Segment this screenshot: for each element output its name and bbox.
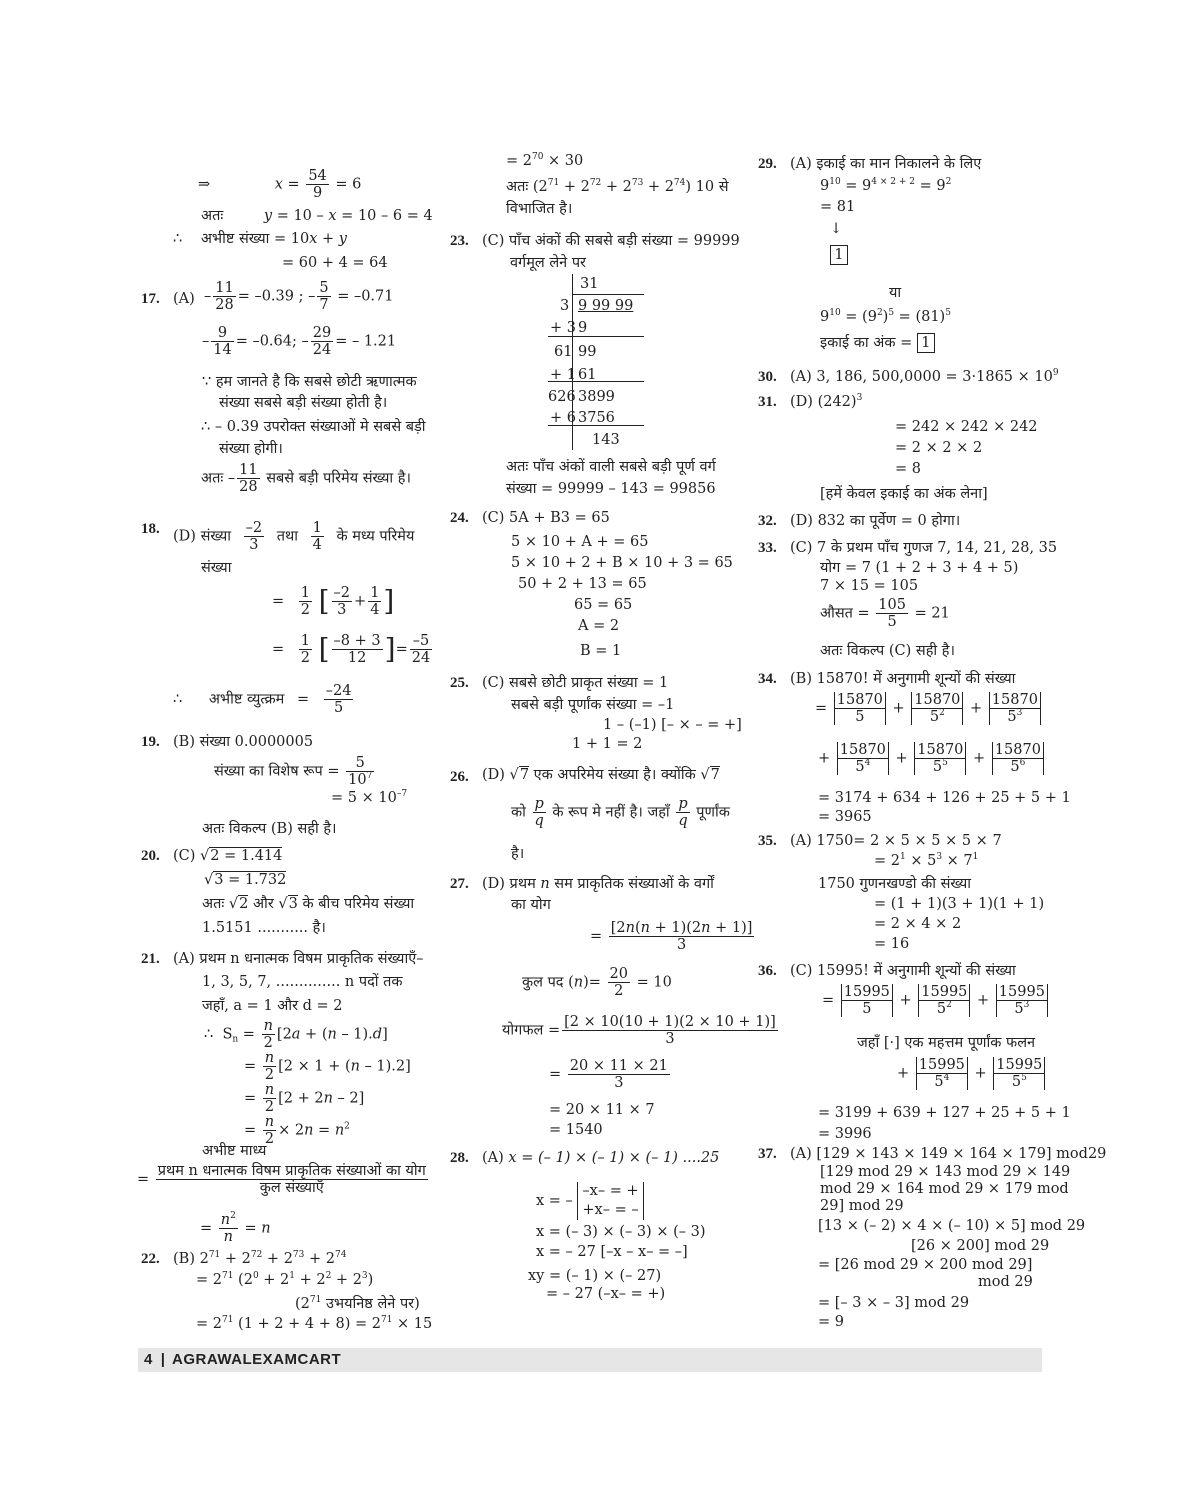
q30-number: 30. bbox=[758, 369, 777, 385]
q23-line-4: संख्या = 99999 – 143 = 99856 bbox=[506, 481, 716, 497]
q21-line-2: 1, 3, 5, 7, .............. n पदों तक bbox=[202, 974, 403, 990]
q28-line-6: = – 27 (–x– = +) bbox=[546, 1286, 666, 1302]
q22-cont-3: विभाजित है। bbox=[506, 201, 573, 217]
q21-line-4: ∴ $S_n$ = $\frac{n}{2}$ [2a + (n – 1).d] bbox=[204, 1018, 388, 1051]
q33-line-2: योग = 7 (1 + 2 + 3 + 4 + 5) bbox=[820, 560, 1019, 576]
q25-number: 25. bbox=[450, 675, 469, 691]
q36-line-4: + $\frac{15995}{5^4}$ + $\frac{15995}{5^5}$ bbox=[897, 1057, 1047, 1090]
q21-line-6: = $\frac{n}{2}$ [2 + 2n – 2] bbox=[244, 1082, 365, 1115]
q37-line-5: [13 × (– 2) × 4 × (– 10) × 5] mod 29 bbox=[818, 1218, 1086, 1234]
q32-number: 32. bbox=[758, 513, 777, 529]
q36-line-3: जहाँ [·] एक महत्तम पूर्णांक फलन bbox=[857, 1035, 1036, 1051]
q24-number: 24. bbox=[450, 510, 469, 526]
q35-number: 35. bbox=[758, 833, 777, 849]
q18-number: 18. bbox=[141, 521, 160, 537]
q32-line-1: (D) 832 का पूर्वेण = 0 होगा। bbox=[790, 513, 961, 529]
q35-line-5: = 2 × 4 × 2 bbox=[874, 916, 962, 932]
q17-option: (A) bbox=[173, 291, 195, 307]
q26-number: 26. bbox=[450, 769, 469, 785]
q23-line-1: (C) पाँच अंकों की सबसे बड़ी संख्या = 99999 bbox=[482, 233, 740, 249]
q21-line-5: = $\frac{n}{2}$ [2 × 1 + (n – 1).2] bbox=[244, 1050, 411, 1083]
q37-line-3: mod 29 × 164 mod 29 × 179 mod bbox=[820, 1181, 1069, 1197]
q27-line-1: (D) प्रथम n सम प्राकृतिक संख्याओं के वर्गों bbox=[482, 876, 714, 892]
q37-line-9: = [– 3 × – 3] mod 29 bbox=[818, 1295, 970, 1311]
q17-text-4: संख्या होगी। bbox=[219, 441, 283, 457]
q36-line-1: (C) 15995! में अनुगामी शून्यों की संख्या bbox=[790, 963, 1016, 979]
q26-line-2: को $\frac{p}{q}$ के रूप मे नहीं है। जहाँ $\frac{p}{q}$ पूर्णांक bbox=[511, 796, 730, 829]
q35-line-1: (A) 1750= 2 × 5 × 5 × 5 × 7 bbox=[790, 833, 1002, 849]
q18-line-3: = $\frac{1}{2}$ [ $\frac{-2}{3}$ + $\frac{1}{4}$ ] bbox=[272, 584, 395, 618]
q33-line-4: औसत = $\frac{105}{5}$ = 21 bbox=[820, 597, 950, 630]
q25-line-4: 1 + 1 = 2 bbox=[572, 736, 643, 752]
q35-line-2: = $2^1 \times 5^3 \times 7^1$ bbox=[874, 852, 979, 869]
q18-line-4: = $\frac{1}{2}$ [ $\frac{-8 + 3}{12}$ ]= $\frac{-5}{24}$ bbox=[272, 632, 431, 666]
q37-line-2: [129 mod 29 × 143 mod 29 × 149 bbox=[820, 1164, 1071, 1180]
q22-number: 22. bbox=[141, 1251, 160, 1267]
q28-line-3: x = (– 3) × (– 3) × (– 3) bbox=[536, 1224, 706, 1240]
q37-number: 37. bbox=[758, 1146, 777, 1162]
q18-line-5: ∴ अभीष्ट व्युत्क्रम = $\frac{-24}{5}$ bbox=[173, 683, 352, 716]
down-arrow-icon: ↓ bbox=[830, 221, 843, 237]
q24-line-5: 65 = 65 bbox=[574, 597, 633, 613]
q27-line-7: = 20 × 11 × 7 bbox=[549, 1102, 655, 1118]
q35-line-3: 1750 गुणनखण्डो की संख्या bbox=[818, 876, 972, 892]
q31-number: 31. bbox=[758, 394, 777, 410]
q20-line-4: 1.5151 ........... है। bbox=[202, 920, 326, 936]
q27-line-3: = $\frac{[2n(n + 1)(2n + 1)]}{3}$ bbox=[590, 920, 753, 953]
q28-line-2: x = – –x– = + +x– = – bbox=[536, 1182, 644, 1220]
q36-line-6: = 3996 bbox=[818, 1126, 872, 1142]
q33-line-5: अतः विकल्प (C) सही है। bbox=[820, 643, 955, 659]
q20-line-3: अतः √2 और √3 के बीच परिमेय संख्या bbox=[202, 896, 415, 912]
q29-line-7: $9^{10} = (9^2)^5 = (81)^5$ bbox=[820, 308, 951, 325]
q29-number: 29. bbox=[758, 156, 777, 172]
q23-line-2: वर्गमूल लेने पर bbox=[510, 255, 586, 271]
q34-line-1: (B) 15870! में अनुगामी शून्यों की संख्या bbox=[790, 671, 1016, 687]
q24-line-3: 5 × 10 + 2 + B × 10 + 3 = 65 bbox=[511, 555, 733, 571]
q36-line-5: = 3199 + 639 + 127 + 25 + 5 + 1 bbox=[818, 1105, 1071, 1121]
q34-line-2: = $\frac{15870}{5}$ + $\frac{15870}{5^2}$ + $\frac{15870}{5^3}$ bbox=[815, 692, 1043, 725]
q23-line-3: अतः पाँच अंकों वाली सबसे बड़ी पूर्ण वर्ग bbox=[506, 459, 716, 475]
q17-number: 17. bbox=[141, 291, 160, 307]
q24-line-4: 50 + 2 + 13 = 65 bbox=[518, 576, 647, 592]
q27-line-8: = 1540 bbox=[549, 1122, 603, 1138]
q21-line-1: (A) प्रथम n धनात्मक विषम प्राकृतिक संख्याएँ– bbox=[173, 951, 424, 967]
q22-line-3: ($2^{71}$ उभयनिष्ठ लेने पर) bbox=[295, 1295, 420, 1312]
q24-line-7: B = 1 bbox=[580, 643, 622, 659]
q18-line-1: (D) संख्या $\frac{-2}{3}$ तथा $\frac{1}{4}$ के मध्य परिमेय bbox=[173, 520, 415, 553]
q28-line-4: x = – 27 [–x – x– = –] bbox=[536, 1244, 688, 1260]
q21-line-3: जहाँ, a = 1 और d = 2 bbox=[202, 998, 343, 1014]
q27-line-6: = $\frac{20 \times 11 \times 21}{3}$ bbox=[549, 1058, 668, 1091]
q34-line-3: + $\frac{15870}{5^4}$ + $\frac{15870}{5^5}$ + $\frac{15870}{5^6}$ bbox=[818, 742, 1046, 775]
q16-line-3: ∴ अभीष्ट संख्या = 10x + y bbox=[173, 231, 347, 247]
q22-cont-1: = $2^{70} \times 30$ bbox=[506, 152, 584, 169]
q17-text-2: संख्या सबसे बड़ी संख्या होती है। bbox=[219, 395, 388, 411]
q16-line-4: = 60 + 4 = 64 bbox=[282, 255, 388, 271]
q29-boxed-digit-1: 1 bbox=[830, 245, 848, 265]
q25-line-3: 1 – (–1) [– × – = +] bbox=[603, 717, 742, 733]
q37-line-1: (A) [129 × 143 × 149 × 164 × 179] mod29 bbox=[790, 1146, 1107, 1162]
q31-line-1: (D) $(242)^3$ bbox=[790, 393, 863, 410]
q34-number: 34. bbox=[758, 671, 777, 687]
q17-text-3: ∴ – 0.39 उपरोक्त संख्याओं मे सबसे बड़ी bbox=[201, 419, 426, 435]
q37-line-7: = [26 mod 29 × 200 mod 29] bbox=[818, 1257, 1033, 1273]
q21-line-7: = $\frac{n}{2}$ × $2n = n^2$ bbox=[244, 1114, 350, 1147]
publisher-brand: AGRAWALEXAMCART bbox=[172, 1351, 342, 1368]
q31-line-4: = 8 bbox=[895, 461, 921, 477]
q27-line-2: का योग bbox=[511, 897, 551, 913]
q29-line-3: = 81 bbox=[820, 199, 856, 215]
q33-line-3: 7 × 15 = 105 bbox=[820, 578, 919, 594]
q23-number: 23. bbox=[450, 233, 469, 249]
q21-line-9: = प्रथम n धनात्मक विषम प्राकृतिक संख्याओं का योग कुल संख्याएँ bbox=[137, 1163, 426, 1196]
q30-line-1: (A) 3, 186, $500,0000 = 3\cdot 1865 \times 10^9$ bbox=[790, 368, 1059, 385]
q36-line-2: = $\frac{15995}{5}$ + $\frac{15995}{5^2}$ + $\frac{15995}{5^3}$ bbox=[822, 984, 1050, 1017]
q19-line-3: = $5 \times 10^{-7}$ bbox=[331, 789, 408, 806]
q34-line-4: = 3174 + 634 + 126 + 25 + 5 + 1 bbox=[818, 790, 1071, 806]
q31-line-3: = 2 × 2 × 2 bbox=[895, 440, 983, 456]
q36-number: 36. bbox=[758, 963, 777, 979]
q19-line-2: संख्या का विशेष रूप = $\frac{5}{10^7}$ bbox=[214, 755, 373, 788]
q35-line-4: = (1 + 1)(3 + 1)(1 + 1) bbox=[874, 896, 1045, 912]
q17-text-5: अतः – $\frac{11}{28}$ सबसे बड़ी परिमेय संख्या है। bbox=[201, 462, 411, 495]
q22-line-4: = $2^{71}$ $(1 + 2 + 4 + 8) = 2^{71} \times 15$ bbox=[196, 1315, 433, 1332]
q27-number: 27. bbox=[450, 876, 469, 892]
q29-line-or: या bbox=[889, 285, 902, 301]
q17-text-1: ∵ हम जानते है कि सबसे छोटी ऋणात्मक bbox=[202, 374, 417, 390]
q21-line-8: अभीष्ट माध्य bbox=[202, 1143, 267, 1159]
q19-line-4: अतः विकल्प (B) सही है। bbox=[202, 821, 337, 837]
q29-line-8: इकाई का अंक = 1 bbox=[820, 333, 935, 353]
q35-line-6: = 16 bbox=[874, 936, 910, 952]
q22-cont-2: अतः $(2^{71} + 2^{72} + 2^{73} + 2^{74})$ 10 से bbox=[506, 178, 729, 195]
q33-number: 33. bbox=[758, 540, 777, 556]
q20-line-1: (C) √2 = 1.414 bbox=[173, 848, 283, 864]
q37-line-6: [26 × 200] mod 29 bbox=[911, 1238, 1050, 1254]
q37-line-10: = 9 bbox=[818, 1314, 844, 1330]
q28-number: 28. bbox=[450, 1150, 469, 1166]
q33-line-1: (C) 7 के प्रथम पाँच गुणज 7, 14, 21, 28, 35 bbox=[790, 540, 1058, 556]
q16-line-2: अतः y = 10 – x = 10 – 6 = 4 bbox=[201, 208, 433, 224]
q27-line-4: कुल पद (n)= $\frac{20}{2}$ = 10 bbox=[522, 966, 672, 999]
q24-line-1: (C) 5A + B3 = 65 bbox=[482, 510, 610, 526]
q29-line-1: (A) इकाई का मान निकालने के लिए bbox=[790, 156, 982, 172]
q17-fractions-2: – $\frac{9}{14}$ = –0.64; – $\frac{29}{24}$ = – 1.21 bbox=[202, 325, 397, 358]
q17-fractions-1: – $\frac{11}{28}$ = –0.39 ; – $\frac{5}{7}$ = –0.71 bbox=[204, 280, 394, 313]
q18-line-2: संख्या bbox=[201, 560, 232, 576]
q25-line-1: (C) सबसे छोटी प्राकृत संख्या = 1 bbox=[482, 675, 669, 691]
q16-line-1: ⇒ x = $\frac{54}{9}$ = 6 bbox=[198, 168, 362, 201]
q23-long-division: 31 3 9 99 99 + 3 9 61 99 + 1 61 626 3899 + 6 3756 143 bbox=[548, 274, 648, 450]
q28-line-1: (A) x = (– 1) × (– 1) × (– 1) ....25 bbox=[482, 1150, 720, 1166]
q26-line-3: है। bbox=[511, 846, 525, 862]
page-number: 4 | bbox=[144, 1351, 165, 1368]
q24-line-6: A = 2 bbox=[578, 618, 620, 634]
q21-number: 21. bbox=[141, 951, 160, 967]
q27-line-5: योगफल = $\frac{[2 \times 10(10 + 1)(2 \times 10 + 1)]}{3}$ bbox=[502, 1014, 776, 1047]
q22-line-1: (B) $2^{71} + 2^{72} + 2^{73} + 2^{74}$ bbox=[173, 1250, 347, 1267]
q37-line-8: mod 29 bbox=[978, 1274, 1033, 1290]
q29-line-2: $9^{10} = 9^{4 \times 2 + 2} = 9^2$ bbox=[820, 177, 952, 194]
q24-line-2: 5 × 10 + A + = 65 bbox=[511, 534, 649, 550]
q25-line-2: सबसे बड़ी पूर्णांक संख्या = –1 bbox=[511, 697, 675, 713]
q31-line-2: = 242 × 242 × 242 bbox=[895, 419, 1038, 435]
q28-line-5: xy = (– 1) × (– 27) bbox=[528, 1268, 662, 1284]
q31-line-5: [हमें केवल इकाई का अंक लेना] bbox=[820, 486, 988, 502]
q37-line-4: 29] mod 29 bbox=[820, 1198, 904, 1214]
q22-line-2: = $2^{71}$ $(2^0 + 2^1 + 2^2 + 2^3)$ bbox=[196, 1271, 374, 1288]
q19-number: 19. bbox=[141, 734, 160, 750]
q19-line-1: (B) संख्या 0.0000005 bbox=[173, 734, 314, 750]
q20-number: 20. bbox=[141, 848, 160, 864]
q20-line-2: √3 = 1.732 bbox=[204, 872, 287, 888]
q21-line-10: = $\frac{n^2}{n}$ = n bbox=[200, 1211, 271, 1245]
q34-line-5: = 3965 bbox=[818, 809, 872, 825]
q26-line-1: (D) √7 एक अपरिमेय संख्या है। क्योंकि √7 bbox=[482, 767, 720, 783]
